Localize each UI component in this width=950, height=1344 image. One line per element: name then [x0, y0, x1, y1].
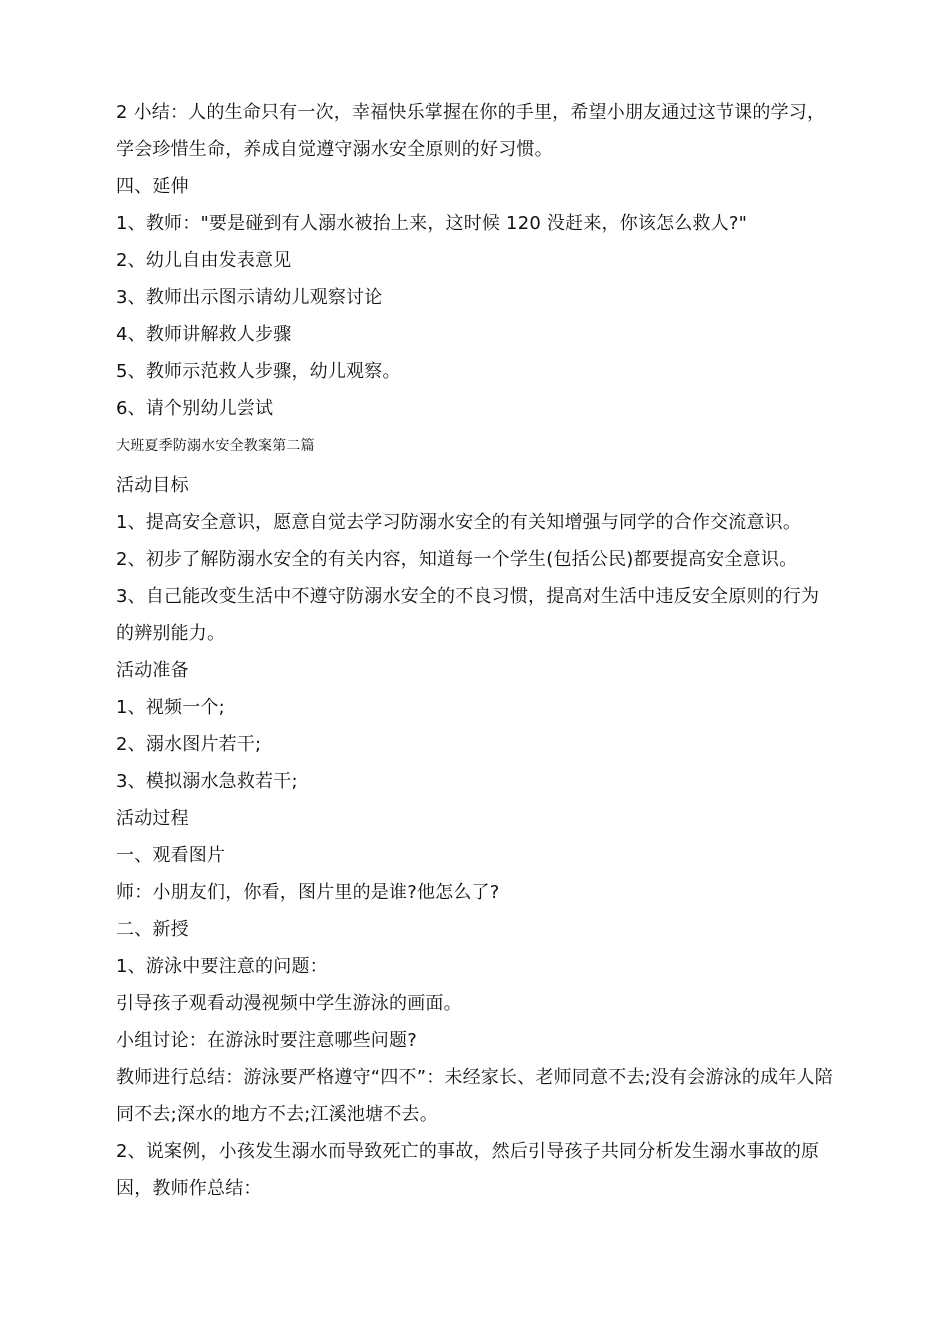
list-item: 3、教师出示图示请幼儿观察讨论 — [116, 287, 383, 308]
subsection-heading: 二、新授 — [116, 919, 189, 940]
teacher-dialogue: 师：小朋友们，你看，图片里的是谁?他怎么了? — [116, 882, 500, 903]
list-item: 1、教师："要是碰到有人溺水被抬上来，这时候 120 没赶来，你该怎么救人?" — [116, 213, 748, 234]
list-item: 2、说案例，小孩发生溺水而导致死亡的事故，然后引导孩子共同分析发生溺水事故的原因，教师作总结： — [116, 1141, 820, 1199]
list-item: 2、初步了解防溺水安全的有关内容，知道每一个学生(包括公民)都要提高安全意识。 — [116, 549, 798, 570]
section-heading-process: 活动过程 — [116, 808, 189, 829]
list-item: 3、自己能改变生活中不遵守防溺水安全的不良习惯，提高对生活中违反安全原则的行为的辨别能力。 — [116, 586, 820, 644]
list-item: 3、模拟溺水急救若干; — [116, 771, 298, 792]
list-item: 2、溺水图片若干; — [116, 734, 262, 755]
subsection-heading: 一、观看图片 — [116, 845, 226, 866]
section-heading-extension: 四、延伸 — [116, 176, 189, 197]
list-item: 5、教师示范救人步骤，幼儿观察。 — [116, 361, 401, 382]
list-item: 6、请个别幼儿尝试 — [116, 398, 274, 419]
section-heading-preparation: 活动准备 — [116, 660, 189, 681]
list-item: 1、提高安全意识，愿意自觉去学习防溺水安全的有关知增强与同学的合作交流意识。 — [116, 512, 802, 533]
list-item: 1、游泳中要注意的问题： — [116, 956, 328, 977]
body-paragraph: 教师进行总结：游泳要严格遵守“四不”：未经家长、老师同意不去;没有会游泳的成年人陪同不去;深水的地方不去;江溪池塘不去。 — [116, 1067, 833, 1125]
list-item: 2、幼儿自由发表意见 — [116, 250, 292, 271]
summary-paragraph: 2 小结：人的生命只有一次，幸福快乐掌握在你的手里，希望小朋友通过这节课的学习，学会珍惜生命，养成自觉遵守溺水安全原则的好习惯。 — [116, 102, 826, 160]
body-paragraph: 小组讨论：在游泳时要注意哪些问题? — [116, 1030, 417, 1051]
list-item: 1、视频一个; — [116, 697, 225, 718]
document-body — [116, 94, 836, 1207]
list-item: 4、教师讲解救人步骤 — [116, 324, 292, 345]
second-lesson-title: 大班夏季防溺水安全教案第二篇 — [116, 438, 315, 454]
body-paragraph: 引导孩子观看动漫视频中学生游泳的画面。 — [116, 993, 462, 1014]
section-heading-goals: 活动目标 — [116, 475, 189, 496]
